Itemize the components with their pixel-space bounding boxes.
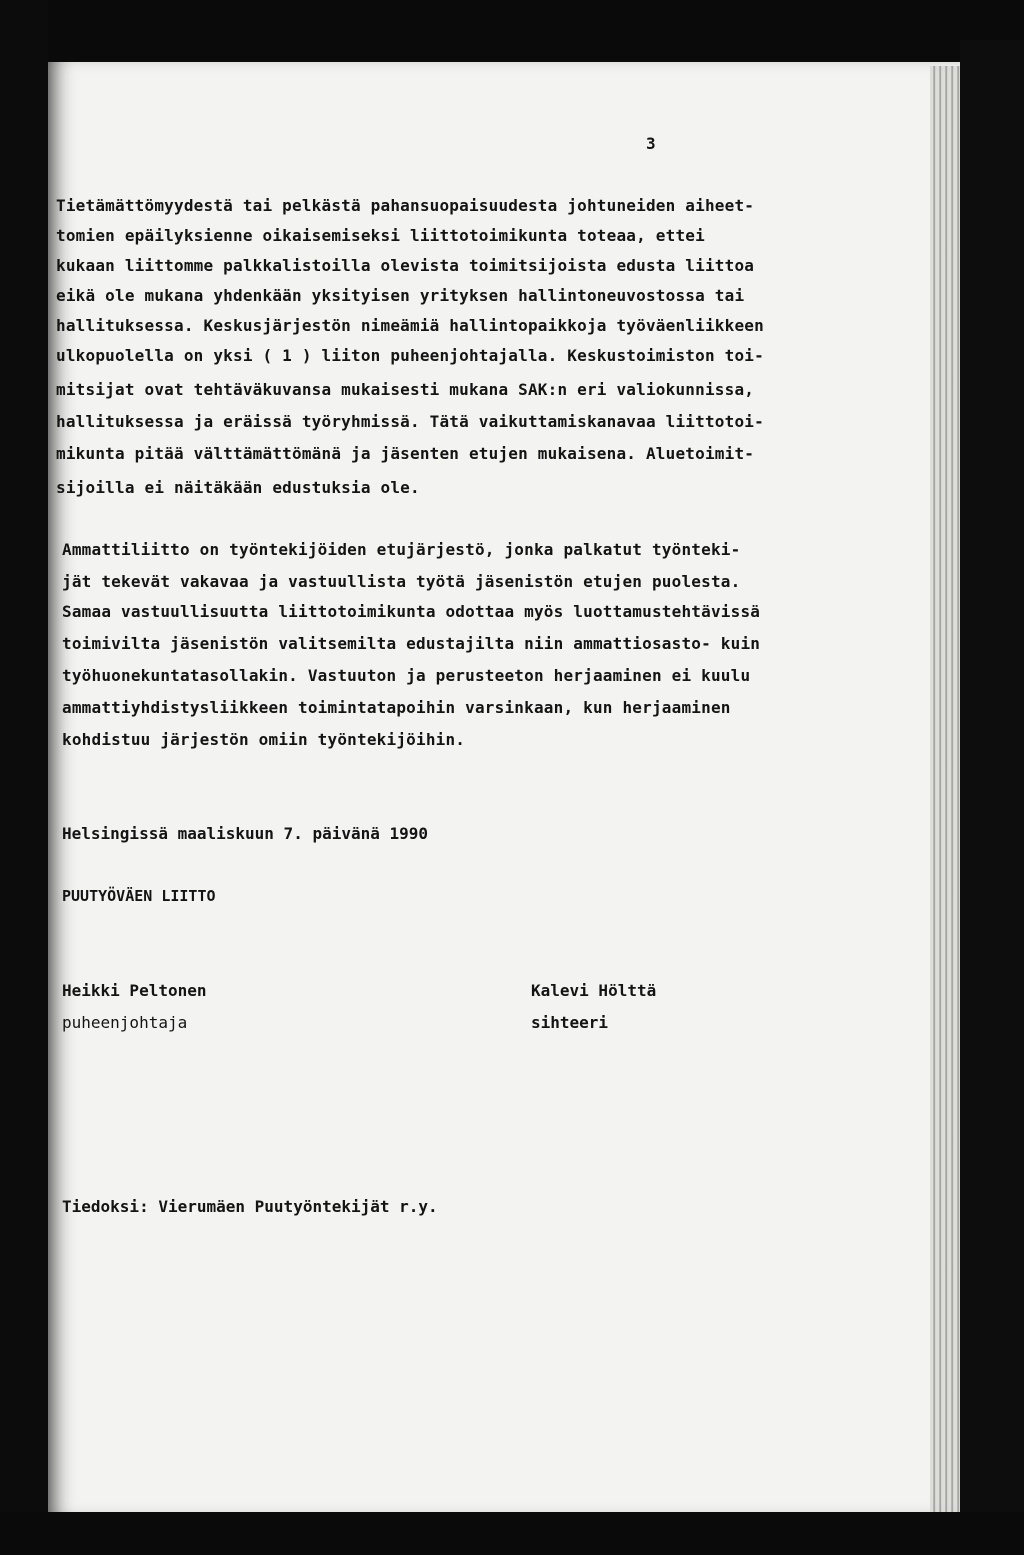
scan-right-border [960,40,1024,1520]
signer-left-name: Heikki Peltonen [62,981,207,1000]
signer-right-name: Kalevi Hölttä [531,981,657,1000]
paragraph-line: mitsijat ovat tehtäväkuvansa mukaisesti mukana SAK:n eri valiokunnissa, [56,380,755,399]
document-page [48,62,960,1514]
paragraph-line: ammattiyhdistysliikkeen toimintatapoihin varsinkaan, kun herjaaminen [62,698,731,717]
cc-line: Tiedoksi: Vierumäen Puutyöntekijät r.y. [62,1197,438,1216]
signer-right-title: sihteeri [531,1013,609,1032]
date-line: Helsingissä maaliskuun 7. päivänä 1990 [62,824,429,843]
paragraph-line: sijoilla ei näitäkään edustuksia ole. [56,478,420,497]
paragraph-line: eikä ole mukana yhdenkään yksityisen yrityksen hallintoneuvostossa tai [56,286,745,305]
paragraph-line: Samaa vastuullisuutta liittotoimikunta odottaa myös luottamustehtävissä [62,602,761,621]
paragraph-line: toimivilta jäsenistön valitsemilta edustajilta niin ammattiosasto- kuin [62,634,761,653]
paragraph-line: hallituksessa. Keskusjärjestön nimeämiä hallintopaikkoja työväenliikkeen [56,316,764,335]
paragraph-line: Ammattiliitto on työntekijöiden etujärjestö, jonka palkatut työnteki- [62,540,741,559]
page-number: 3 [646,134,656,153]
paragraph-line: kukaan liittomme palkkalistoilla olevista toimitsijoista edusta liittoa [56,256,755,275]
scan-bottom-border [0,1512,1024,1555]
organization-name: PUUTYÖVÄEN LIITTO [62,887,216,905]
paragraph-line: mikunta pitää välttämättömänä ja jäsenten etujen mukaisena. Aluetoimit- [56,444,755,463]
paragraph-line: Tietämättömyydestä tai pelkästä pahansuopaisuudesta johtuneiden aiheet- [56,196,755,215]
paragraph-line: työhuonekuntatasollakin. Vastuuton ja perusteeton herjaaminen ei kuulu [62,666,751,685]
paragraph-line: ulkopuolella on yksi ( 1 ) liiton puheenjohtajalla. Keskustoimiston toi- [56,346,764,365]
paragraph-line: hallituksessa ja eräissä työryhmissä. Tätä vaikuttamiskanavaa liittotoi- [56,412,764,431]
paragraph-line: kohdistuu järjestön omiin työntekijöihin. [62,730,466,749]
book-page-edges [930,66,960,1514]
paragraph-line: tomien epäilyksienne oikaisemiseksi liittotoimikunta toteaa, ettei [56,226,705,245]
scan-top-border [0,0,1024,66]
scan-left-border [0,0,48,1555]
paragraph-line: jät tekevät vakavaa ja vastuullista työtä jäsenistön etujen puolesta. [62,572,741,591]
signer-left-title: puheenjohtaja [62,1013,188,1032]
